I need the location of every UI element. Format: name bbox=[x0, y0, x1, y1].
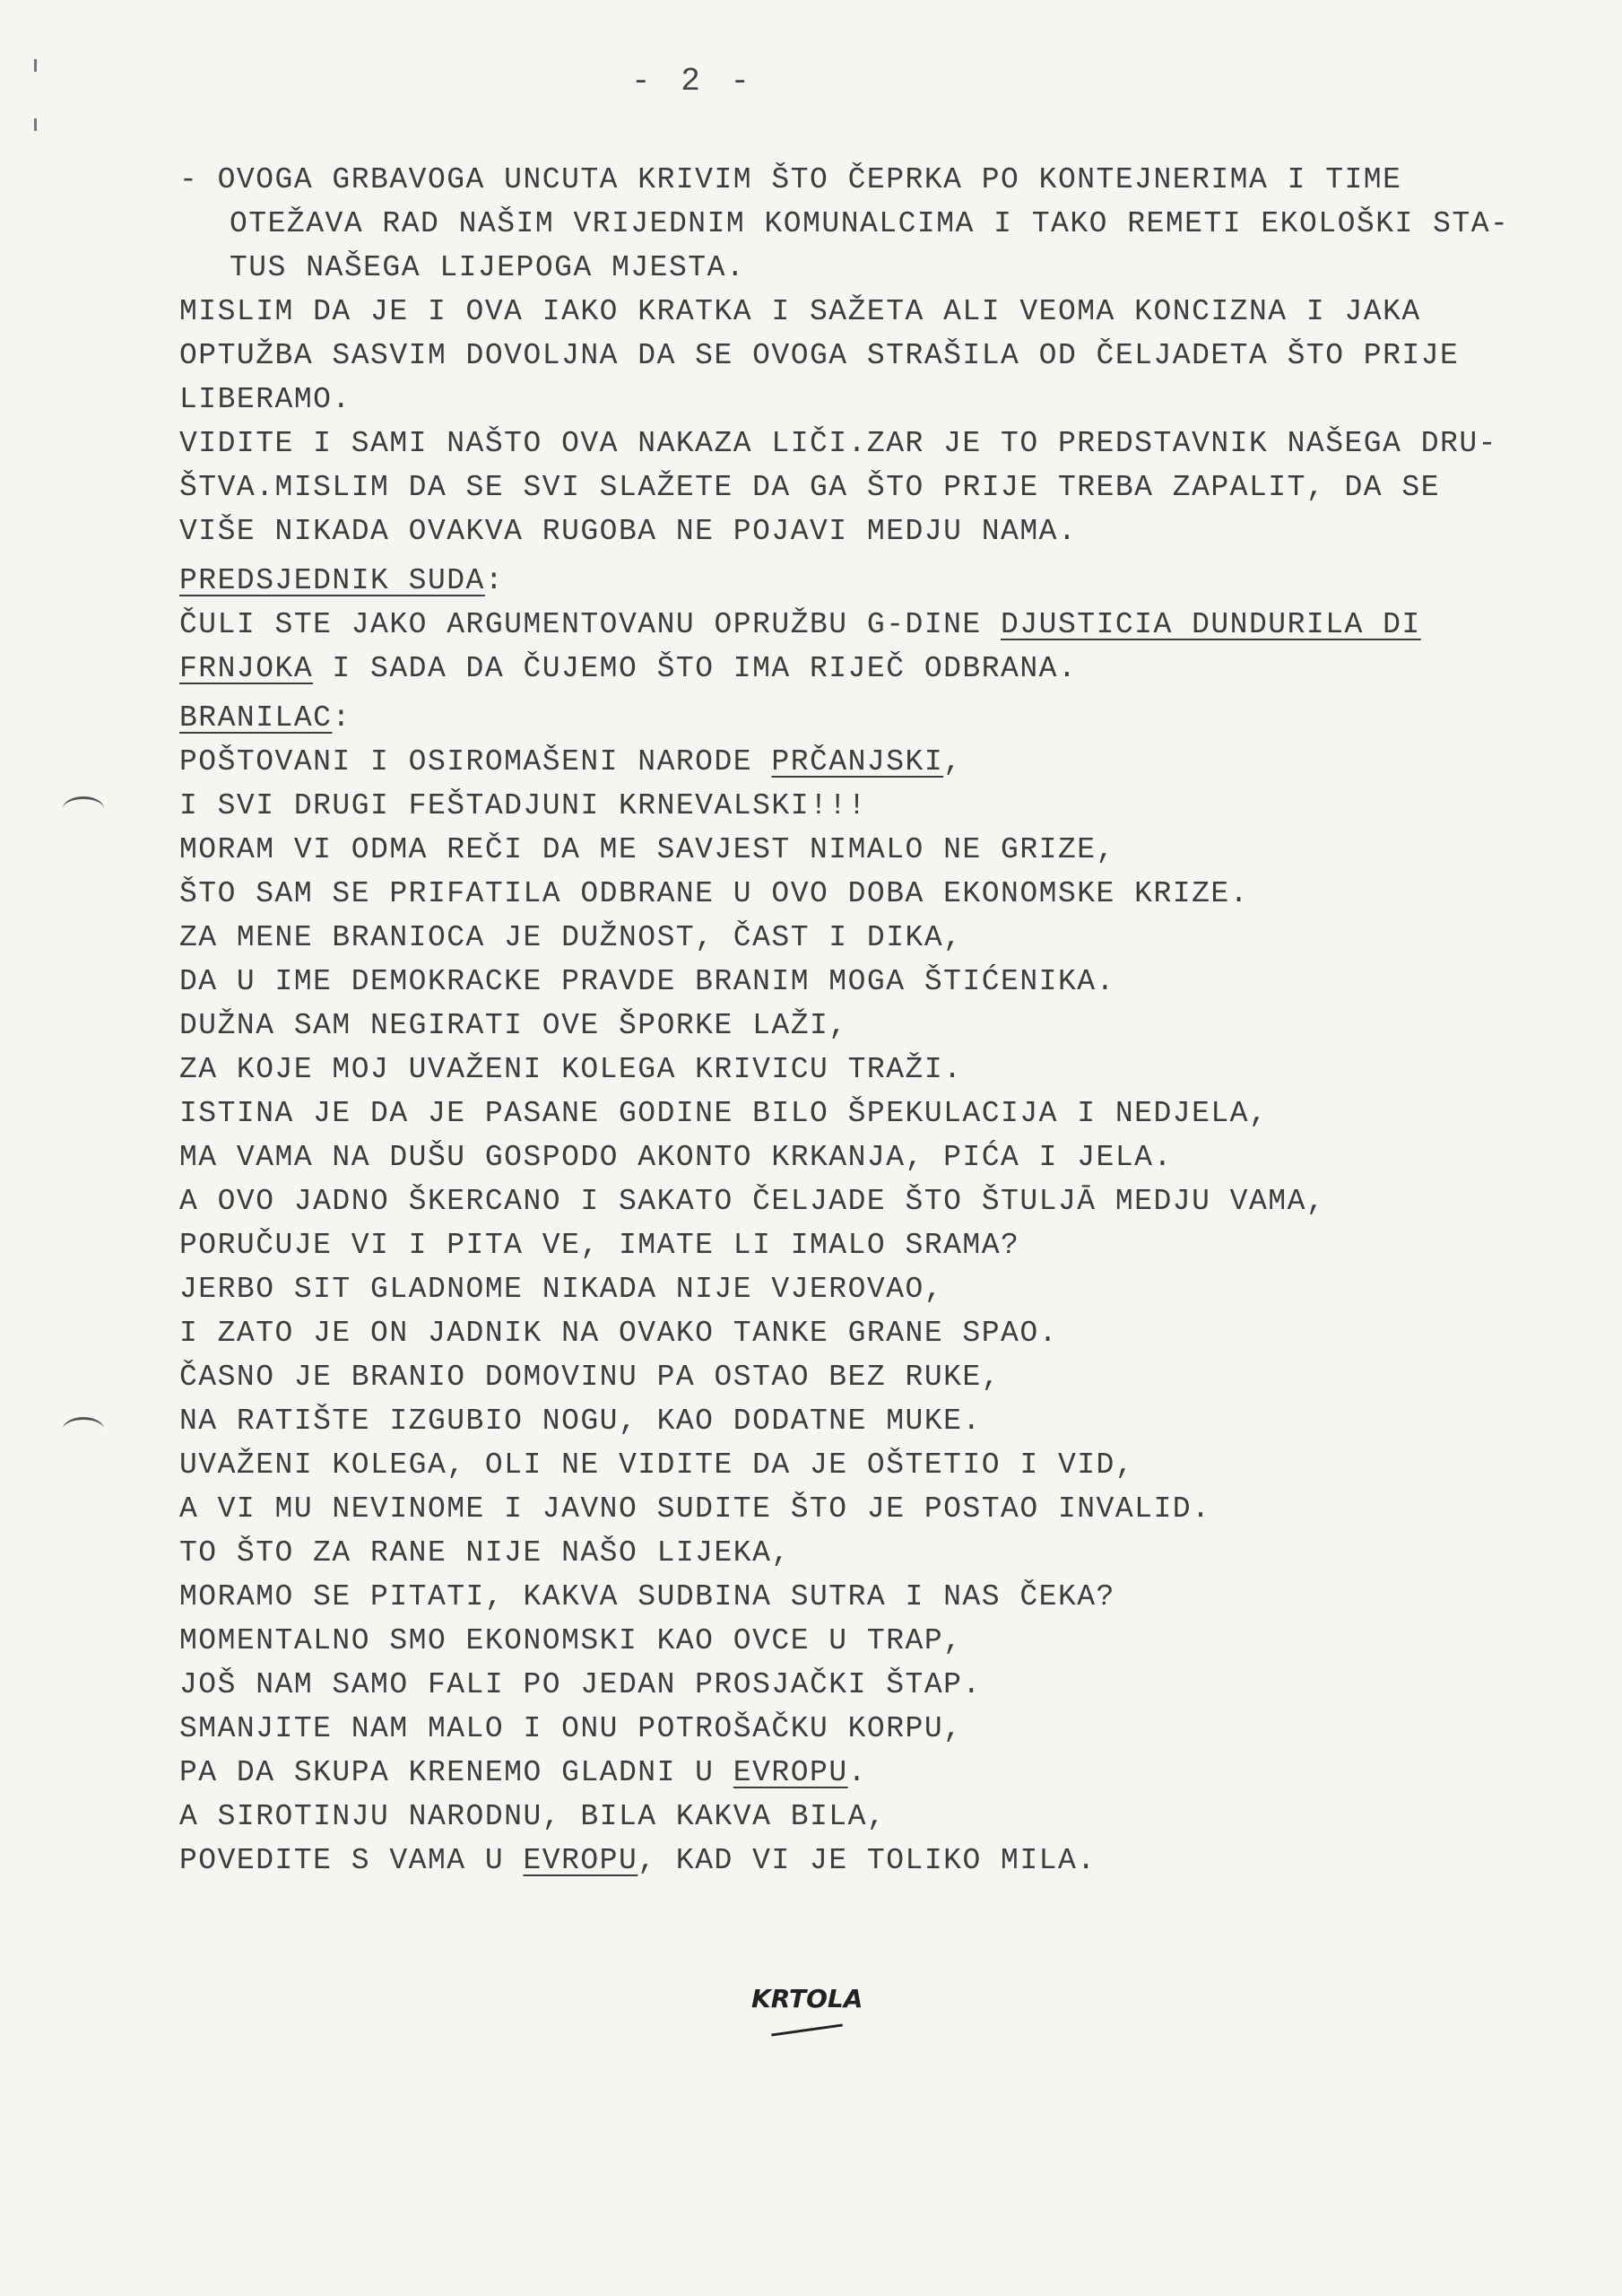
line-text: TUS NAŠEGA LIJEPOGA MJESTA. bbox=[230, 251, 746, 284]
text-line bbox=[179, 158, 1578, 202]
text-line bbox=[179, 290, 1578, 334]
text-line bbox=[179, 1619, 1578, 1663]
line-text: DA U IME DEMOKRACKE PRAVDE BRANIM MOGA ŠTIĆENIKA. bbox=[179, 965, 1115, 998]
punch-hole bbox=[63, 796, 104, 821]
line-text: I SVI DRUGI FEŠTADJUNI KRNEVALSKI!!! bbox=[179, 789, 867, 822]
text-line bbox=[179, 509, 1578, 553]
underlined-text: EVROPU bbox=[733, 1756, 848, 1789]
line-text: MORAM VI ODMA REČI DA ME SAVJEST NIMALO NE GRIZE, bbox=[179, 833, 1115, 866]
underlined-text: DJUSTICIA DUNDURILA DI bbox=[1001, 608, 1421, 641]
line-text: , bbox=[943, 745, 963, 778]
line-text: ČULI STE JAKO ARGUMENTOVANU OPRUŽBU G-DINE bbox=[179, 608, 1002, 641]
page-number: - 2 - bbox=[631, 63, 756, 100]
text-line bbox=[179, 1663, 1578, 1707]
text-line bbox=[179, 1048, 1578, 1091]
line-text: POVEDITE S VAMA U bbox=[179, 1844, 524, 1877]
text-line bbox=[179, 647, 1578, 691]
text-line bbox=[179, 828, 1578, 872]
text-line bbox=[179, 1223, 1578, 1267]
text-line bbox=[179, 784, 1578, 828]
line-text: A OVO JADNO ŠKERCANO I SAKATO ČELJADE ŠTO ŠTULJĀ MEDJU VAMA, bbox=[179, 1185, 1326, 1218]
line-text: POŠTOVANI I OSIROMAŠENI NARODE bbox=[179, 745, 772, 778]
text-line bbox=[179, 1487, 1578, 1531]
line-text: UVAŽENI KOLEGA, OLI NE VIDITE DA JE OŠTETIO I VID, bbox=[179, 1448, 1135, 1482]
line-text: JOŠ NAM SAMO FALI PO JEDAN PROSJAČKI ŠTAP. bbox=[179, 1668, 982, 1701]
text-line bbox=[179, 1311, 1578, 1355]
underlined-text: FRNJOKA bbox=[179, 652, 314, 685]
line-text: ISTINA JE DA JE PASANE GODINE BILO ŠPEKULACIJA I NEDJELA, bbox=[179, 1097, 1269, 1130]
line-text: , KAD VI JE TOLIKO MILA. bbox=[638, 1844, 1097, 1877]
text-line bbox=[179, 246, 1578, 290]
line-text: MOMENTALNO SMO EKONOMSKI KAO OVCE U TRAP, bbox=[179, 1624, 963, 1657]
margin-mark bbox=[34, 118, 37, 131]
line-text: ZA KOJE MOJ UVAŽENI KOLEGA KRIVICU TRAŽI. bbox=[179, 1053, 963, 1086]
strikethrough-mark bbox=[771, 2023, 843, 2036]
line-text: NA RATIŠTE IZGUBIO NOGU, KAO DODATNE MUKE. bbox=[179, 1405, 982, 1438]
typewritten-text bbox=[179, 158, 1578, 1883]
text-line bbox=[179, 1751, 1578, 1795]
underlined-text: PRČANJSKI bbox=[771, 745, 944, 778]
handwritten-correction: KRTOLA bbox=[751, 1984, 863, 2013]
line-text: : bbox=[332, 701, 351, 735]
line-text: A SIROTINJU NARODNU, BILA KAKVA BILA, bbox=[179, 1800, 887, 1833]
line-text: TO ŠTO ZA RANE NIJE NAŠO LIJEKA, bbox=[179, 1536, 791, 1570]
line-text: MISLIM DA JE I OVA IAKO KRATKA I SAŽETA ALI VEOMA KONCIZNA I JAKA bbox=[179, 295, 1421, 328]
margin-mark bbox=[34, 59, 37, 72]
line-text: : bbox=[484, 564, 505, 597]
text-line bbox=[179, 1575, 1578, 1619]
text-line bbox=[179, 465, 1578, 509]
line-text: ŠTO SAM SE PRIFATILA ODBRANE U OVO DOBA EKONOMSKE KRIZE. bbox=[179, 877, 1249, 910]
text-line bbox=[179, 422, 1578, 465]
text-line bbox=[179, 603, 1578, 647]
text-line bbox=[179, 1355, 1578, 1399]
line-text: DUŽNA SAM NEGIRATI OVE ŠPORKE LAŽI, bbox=[179, 1009, 848, 1042]
text-line bbox=[179, 378, 1578, 422]
text-line bbox=[179, 1179, 1578, 1223]
line-text: ZA MENE BRANIOCA JE DUŽNOST, ČAST I DIKA, bbox=[179, 921, 963, 954]
line-text: PA DA SKUPA KRENEMO GLADNI U bbox=[179, 1756, 733, 1789]
line-text: VIDITE I SAMI NAŠTO OVA NAKAZA LIČI.ZAR JE TO PREDSTAVNIK NAŠEGA DRU- bbox=[179, 427, 1497, 460]
underlined-text: BRANILAC bbox=[179, 701, 333, 735]
line-text: . bbox=[847, 1756, 867, 1789]
text-line bbox=[179, 1399, 1578, 1443]
line-text: I SADA DA ČUJEMO ŠTO IMA RIJEČ ODBRANA. bbox=[313, 652, 1078, 685]
text-line bbox=[179, 1443, 1578, 1487]
text-line bbox=[179, 872, 1578, 916]
line-text: MA VAMA NA DUŠU GOSPODO AKONTO KRKANJA, PIĆA I JELA. bbox=[179, 1141, 1173, 1174]
line-text: ŠTVA.MISLIM DA SE SVI SLAŽETE DA GA ŠTO PRIJE TREBA ZAPALIT, DA SE bbox=[179, 471, 1441, 504]
text-line bbox=[179, 1707, 1578, 1751]
text-line bbox=[179, 1531, 1578, 1575]
line-text: OTEŽAVA RAD NAŠIM VRIJEDNIM KOMUNALCIMA I TAKO REMETI EKOLOŠKI STA- bbox=[230, 207, 1510, 240]
line-text: SMANJITE NAM MALO I ONU POTROŠAČKU KORPU, bbox=[179, 1712, 963, 1745]
text-line bbox=[179, 740, 1578, 784]
line-text: JERBO SIT GLADNOME NIKADA NIJE VJEROVAO, bbox=[179, 1273, 944, 1306]
line-text: OPTUŽBA SASVIM DOVOLJNA DA SE OVOGA STRAŠILA OD ČELJADETA ŠTO PRIJE bbox=[179, 339, 1460, 372]
line-text: ČASNO JE BRANIO DOMOVINU PA OSTAO BEZ RUKE, bbox=[179, 1361, 1002, 1394]
punch-hole bbox=[63, 1417, 104, 1441]
line-text: LIBERAMO. bbox=[179, 383, 351, 416]
text-line bbox=[179, 334, 1578, 378]
line-text: PORUČUJE VI I PITA VE, IMATE LI IMALO SRAMA? bbox=[179, 1229, 1020, 1262]
text-line bbox=[179, 696, 1578, 740]
text-line bbox=[179, 1091, 1578, 1135]
line-text: - OVOGA GRBAVOGA UNCUTA KRIVIM ŠTO ČEPRKA PO KONTEJNERIMA I TIME bbox=[179, 163, 1402, 196]
line-text: VIŠE NIKADA OVAKVA RUGOBA NE POJAVI MEDJU NAMA. bbox=[179, 515, 1078, 548]
line-text: A VI MU NEVINOME I JAVNO SUDITE ŠTO JE POSTAO INVALID. bbox=[179, 1492, 1211, 1526]
text-line bbox=[179, 1839, 1578, 1883]
underlined-text: PREDSJEDNIK SUDA bbox=[179, 564, 485, 597]
line-text: I ZATO JE ON JADNIK NA OVAKO TANKE GRANE SPAO. bbox=[179, 1317, 1058, 1350]
text-line bbox=[179, 1267, 1578, 1311]
text-line bbox=[179, 1004, 1578, 1048]
line-text: MORAMO SE PITATI, KAKVA SUDBINA SUTRA I NAS ČEKA? bbox=[179, 1580, 1115, 1613]
underlined-text: EVROPU bbox=[523, 1844, 638, 1877]
text-line bbox=[179, 960, 1578, 1004]
text-line bbox=[179, 1135, 1578, 1179]
text-line bbox=[179, 202, 1578, 246]
text-line bbox=[179, 916, 1578, 960]
text-line bbox=[179, 559, 1578, 603]
text-line bbox=[179, 1795, 1578, 1839]
